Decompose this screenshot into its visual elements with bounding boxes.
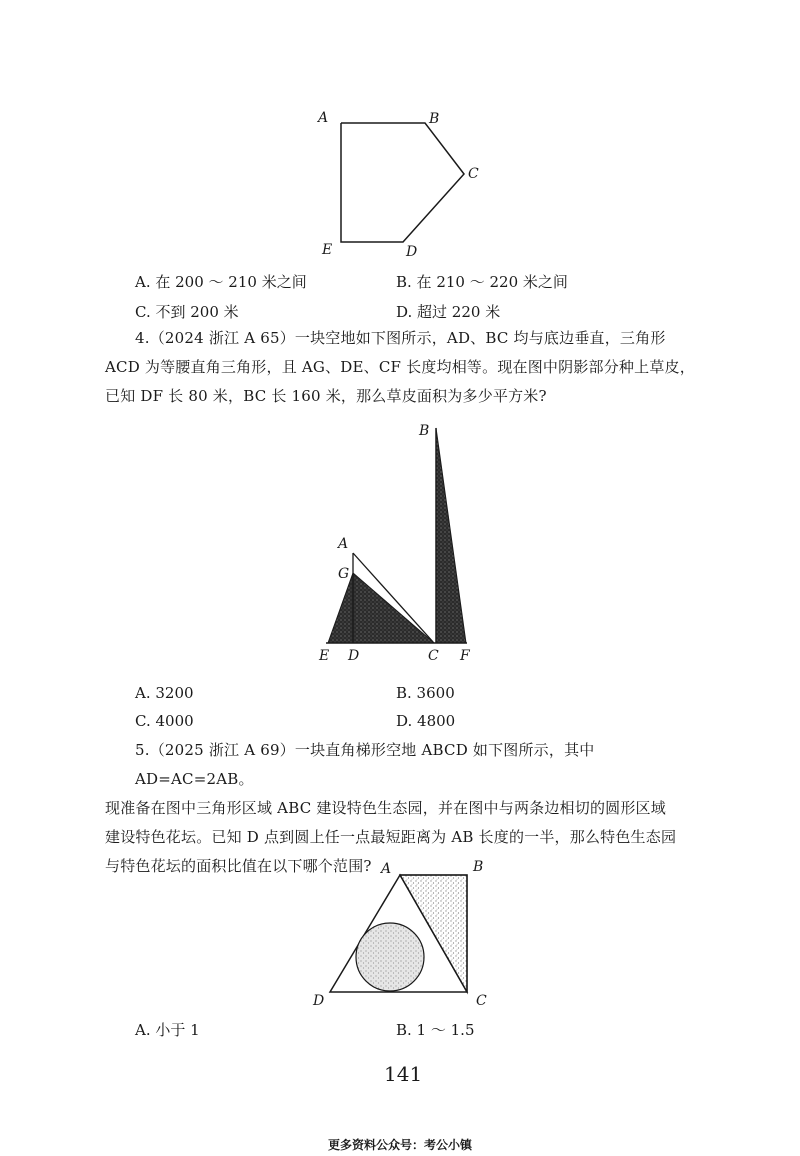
label-e: E: [319, 648, 330, 664]
q4-option-b[interactable]: B. 3600: [396, 684, 455, 702]
q3-option-d[interactable]: D. 超过 220 米: [396, 303, 501, 321]
label-c: C: [468, 166, 479, 182]
label-c: C: [428, 648, 439, 664]
label-b: B: [473, 859, 484, 875]
q4-line-2: ACD 为等腰直角三角形，且 AG、DE、CF 长度均相等。现在图中阴影部分种上草皮，: [105, 358, 695, 376]
q5-option-b[interactable]: B. 1 ～ 1.5: [396, 1021, 475, 1039]
q5-line-2: 现准备在图中三角形区域 ABC 建设特色生态园，并在图中与两条边相切的圆形区域: [105, 799, 666, 817]
label-b: B: [429, 111, 440, 127]
q4-option-c[interactable]: C. 4000: [135, 712, 194, 730]
footer-promo: 更多资料公众号：考公小镇: [327, 1138, 472, 1152]
q4-line-3: 已知 DF 长 80 米，BC 长 160 米，那么草皮面积为多少平方米?: [105, 387, 547, 405]
figure-shaded-triangles: [300, 415, 500, 665]
label-d: D: [406, 244, 418, 260]
label-d: D: [348, 648, 360, 664]
q5-option-a[interactable]: A. 小于 1: [135, 1021, 200, 1039]
q3-option-a[interactable]: A. 在 200 ～ 210 米之间: [135, 273, 307, 291]
flower-bed-circle: [356, 923, 424, 991]
label-a: A: [338, 536, 349, 552]
q4-option-a[interactable]: A. 3200: [135, 684, 194, 702]
label-a: A: [318, 110, 329, 126]
shaded-region-right: [436, 428, 466, 643]
label-g: G: [338, 566, 350, 582]
q5-line-4: 与特色花坛的面积比值在以下哪个范围?: [105, 857, 372, 875]
figure-pentagon: [300, 100, 500, 260]
q4-option-d[interactable]: D. 4800: [396, 712, 456, 730]
figure-trapezoid-circle: [300, 855, 500, 1015]
q4-question: [105, 324, 705, 411]
q5-line-1: 5.（2025 浙江 A 69）一块直角梯形空地 ABCD 如下图所示，其中 AD=AC=2AB。: [135, 741, 595, 788]
q3-option-c[interactable]: C. 不到 200 米: [135, 303, 239, 321]
page-number: 141: [384, 1062, 423, 1086]
label-a: A: [381, 861, 392, 877]
pentagon-outline: [341, 123, 464, 242]
label-d: D: [313, 993, 325, 1009]
label-e: E: [322, 242, 333, 258]
q3-option-b[interactable]: B. 在 210 ～ 220 米之间: [396, 273, 568, 291]
q4-line-1: 4.（2024 浙江 A 65）一块空地如下图所示，AD、BC 均与底边垂直，三角形: [135, 329, 666, 347]
q5-line-3: 建设特色花坛。已知 D 点到圆上任一点最短距离为 AB 长度的一半，那么特色生态园: [105, 828, 677, 846]
label-f: F: [460, 648, 470, 664]
label-c: C: [476, 993, 487, 1009]
label-b: B: [419, 423, 430, 439]
